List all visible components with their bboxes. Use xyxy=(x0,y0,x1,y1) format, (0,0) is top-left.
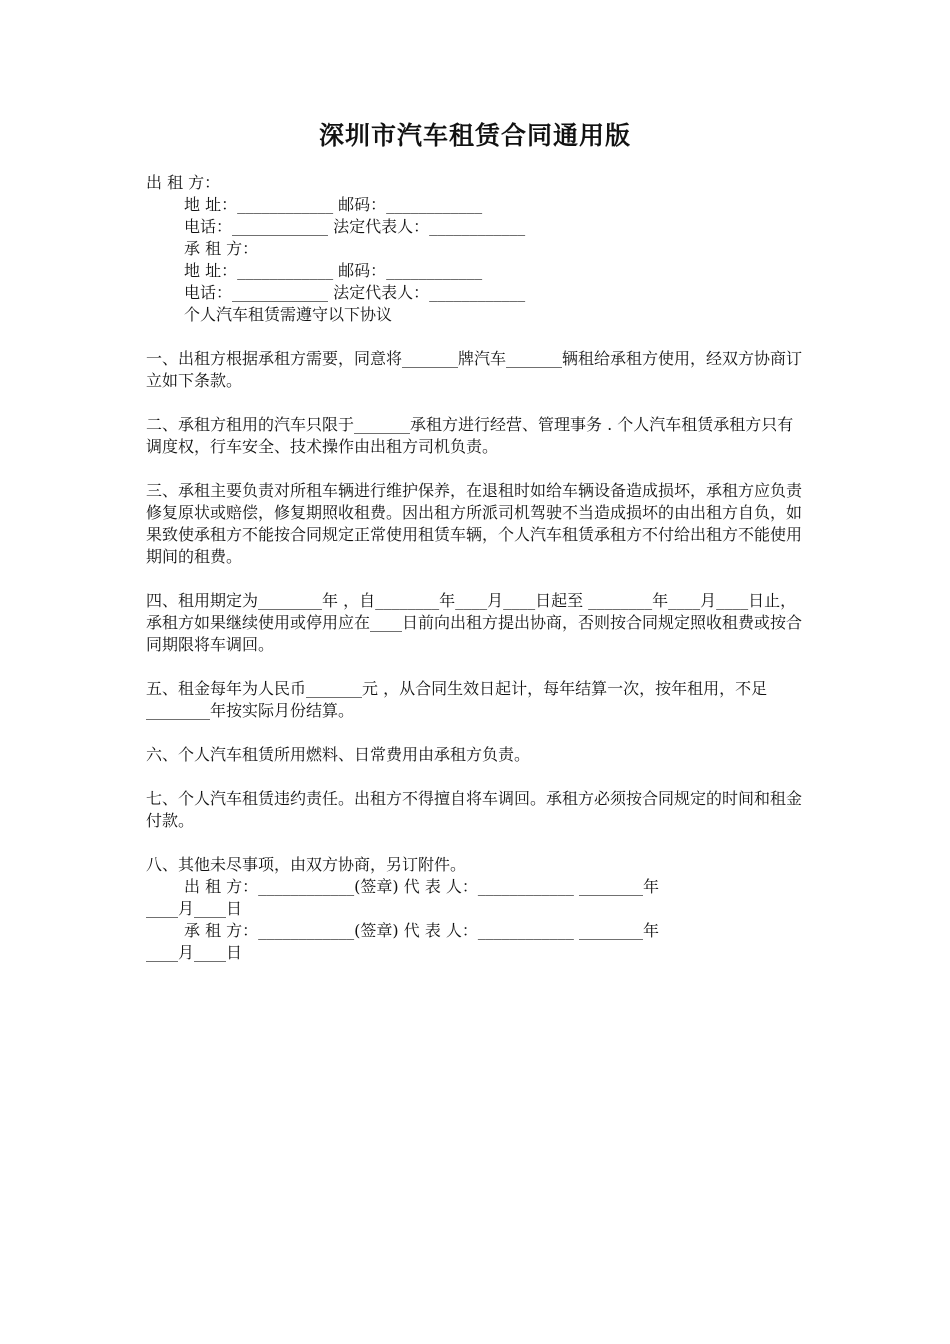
lessor-signature-date: ____月____日 xyxy=(146,899,243,918)
lessor-address-line: 地 址：____________ 邮码：____________ xyxy=(184,195,483,214)
intro-line: 个人汽车租赁需遵守以下协议 xyxy=(184,305,393,324)
contract-body xyxy=(146,172,808,964)
clause-8: 八、其他未尽事项，由双方协商，另订附件。 xyxy=(146,855,467,874)
clause-7: 七、个人汽车租赁违约责任。出租方不得擅自将车调回。承租方必须按合同规定的时间和租金付款。 xyxy=(146,789,803,830)
document-title: 深圳市汽车租赁合同通用版 xyxy=(318,121,631,150)
lessor-phone-line: 电话：____________ 法定代表人：____________ xyxy=(184,217,526,236)
clause-3: 三、承租主要负责对所租车辆进行维护保养，在退租时如给车辆设备造成损坏，承租方应负责修复原状或赔偿，修复期照收租费。因出租方所派司机驾驶不当造成损坏的由出租方自负，如果致使承租方不能按合同规定正常使用租赁车辆，个人汽车租赁承租方不付给出租方不能使用期间的租费。 xyxy=(146,481,803,566)
lessor-signature-line: 出 租 方：____________(签章) 代 表 人：____________ ________年 xyxy=(184,877,660,896)
clause-5: 五、租金每年为人民币_______元 ，从合同生效日起计，每年结算一次，按年租用，不足________年按实际月份结算。 xyxy=(146,679,768,720)
lessor-label: 出 租 方： xyxy=(146,173,221,192)
lessee-label: 承 租 方： xyxy=(184,239,259,258)
lessee-signature-line: 承 租 方：____________(签章) 代 表 人：____________ ________年 xyxy=(184,921,660,940)
lessee-signature-date: ____月____日 xyxy=(146,943,243,962)
clause-4: 四、租用期定为________年 ，自________年____月____日起至 ________年____月____日止，承租方如果继续使用或停用应在____日前向出租方提出协商，否则按合同规定照收租费或按合同期限将车调回。 xyxy=(146,591,803,654)
lessee-address-line: 地 址：____________ 邮码：____________ xyxy=(184,261,483,280)
clause-2: 二、承租方租用的汽车只限于_______承租方进行经营、管理事务 . 个人汽车租赁承租方只有调度权，行车安全、技术操作由出租方司机负责。 xyxy=(146,415,794,456)
clause-6: 六、个人汽车租赁所用燃料、日常费用由承租方负责。 xyxy=(146,745,531,764)
lessee-phone-line: 电话：____________ 法定代表人：____________ xyxy=(184,283,526,302)
clause-1: 一、出租方根据承租方需要，同意将_______牌汽车_______辆租给承租方使用，经双方协商订立如下条款。 xyxy=(146,349,803,390)
